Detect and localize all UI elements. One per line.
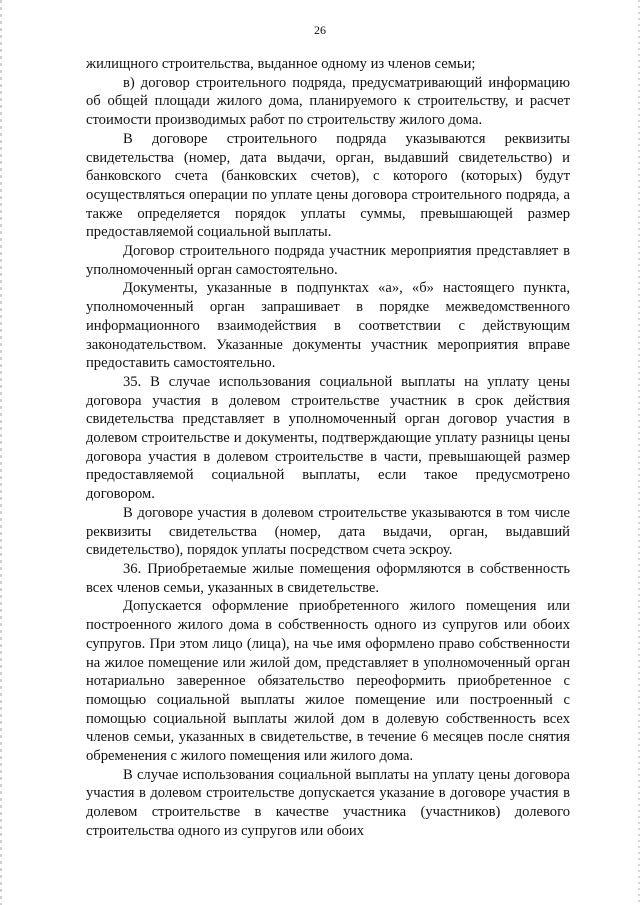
paragraph-contract-submission: Договор строительного подряда участник мероприятия представляет в уполномоченный орган самостоятельно. xyxy=(86,243,570,278)
document-body xyxy=(86,55,570,841)
paragraph-continuation: жилищного строительства, выданное одному из членов семьи; xyxy=(86,56,476,72)
paragraph-contract-details: В договоре строительного подряда указываются реквизиты свидетельства (номер, дата выдачи, орган, выдавший свидетельство) и банковского счета (банковских счетов), с которого (которых) будут осуществляться операции по уплате цены договора строительного подряда, а также определяется порядок уплаты суммы, превышающей размер предоставляемой социальной выплаты. xyxy=(86,130,570,241)
paragraph-clause-36: 36. Приобретаемые жилые помещения оформляются в собственность всех членов семьи, указанных в свидетельстве. xyxy=(86,560,570,596)
page-number: 26 xyxy=(314,23,326,37)
scan-edge-left xyxy=(0,0,2,905)
paragraph-spouse-participants: В случае использования социальной выплаты на уплату цены договора участия в долевом строительстве допускается указание в договоре участия в долевом строительстве в качестве участника (участников) долевого строительства одного из супругов или обоих xyxy=(86,766,570,839)
paragraph-documents-request: Документы, указанные в подпунктах «а», «б» настоящего пункта, уполномоченный орган запрашивает в порядке межведомственного информационного взаимодействия в соответствии с действующим законодательством. Указанные документы участник мероприятия вправе предоставить самостоятельно. xyxy=(86,280,570,372)
paragraph-shared-construction-details: В договоре участия в долевом строительстве указываются в том числе реквизиты свидетельства (номер, дата выдачи, орган, выдавший свидетельство), порядок уплаты посредством счета эскроу. xyxy=(86,504,570,559)
paragraph-clause-35: 35. В случае использования социальной выплаты на уплату цены договора участия в долевом строительстве участник в срок действия свидетельства представляет в уполномоченный орган договор участия в долевом строительстве и документы, подтверждающие уплату разницы цены договора участия в долевом строительстве в части, превышающей размер предоставляемой социальной выплаты, если такое предусмотрено договором. xyxy=(86,373,570,503)
paragraph-subitem-v: в) договор строительного подряда, предусматривающий информацию об общей площади жилого дома, планируемого к строительству, и расчет стоимости производимых работ по строительству жилого дома. xyxy=(86,74,570,129)
paragraph-spouse-ownership: Допускается оформление приобретенного жилого помещения или построенного жилого дома в собственность одного из супругов или обоих супругов. При этом лицо (лица), на чье имя оформлено право собственности на жилое помещение или жилой дом, представляет в уполномоченный орган нотариально заверенное обязательство переоформить приобретенное с помощью социальной выплаты жилое помещение или построенный с помощью социальной выплаты жилой дом в долевую собственность всех членов семьи, указанных в свидетельстве, в течение 6 месяцев после снятия обременения с жилого помещения или жилого дома. xyxy=(86,598,570,765)
